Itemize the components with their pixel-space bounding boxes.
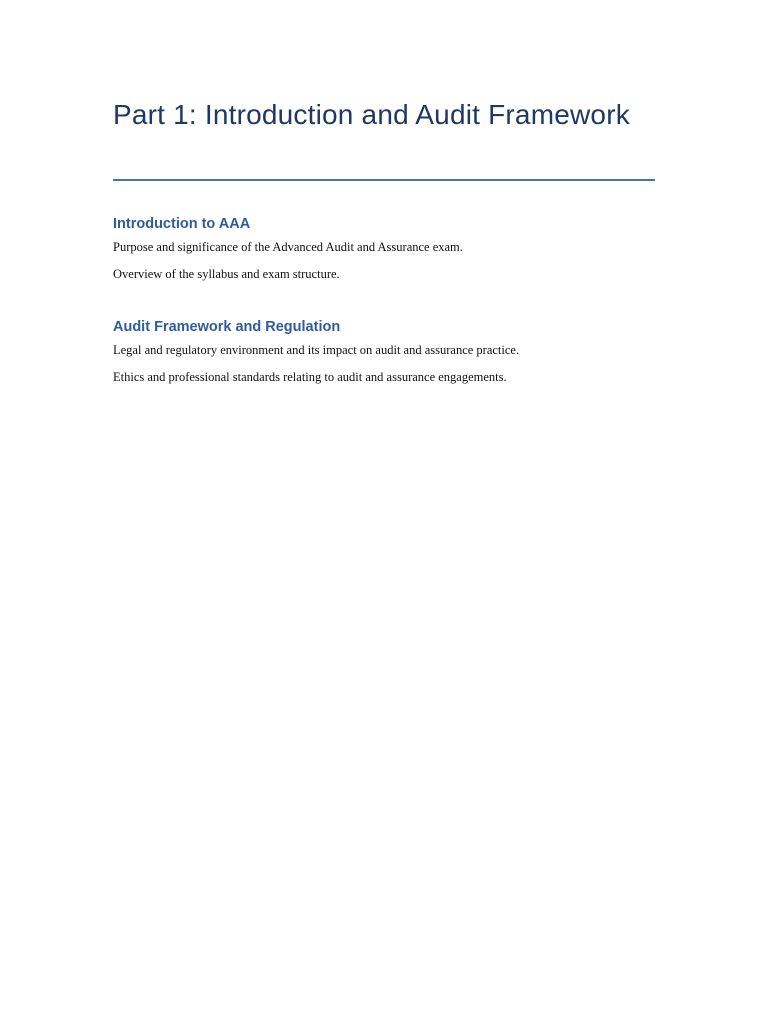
section-heading: Introduction to AAA xyxy=(113,216,251,232)
title-underline-rule xyxy=(113,179,655,181)
section-paragraph: Ethics and professional standards relating to audit and assurance engagements. xyxy=(113,370,507,384)
page-title: Part 1: Introduction and Audit Framework xyxy=(113,99,630,130)
section-paragraph: Legal and regulatory environment and its impact on audit and assurance practice. xyxy=(113,343,520,357)
section-paragraph: Overview of the syllabus and exam structure. xyxy=(113,267,340,281)
section-heading: Audit Framework and Regulation xyxy=(113,319,341,335)
section-paragraph: Purpose and significance of the Advanced Audit and Assurance exam. xyxy=(113,240,463,254)
section-introduction-to-aaa xyxy=(113,214,673,292)
section-audit-framework-and-regulation xyxy=(113,317,673,395)
